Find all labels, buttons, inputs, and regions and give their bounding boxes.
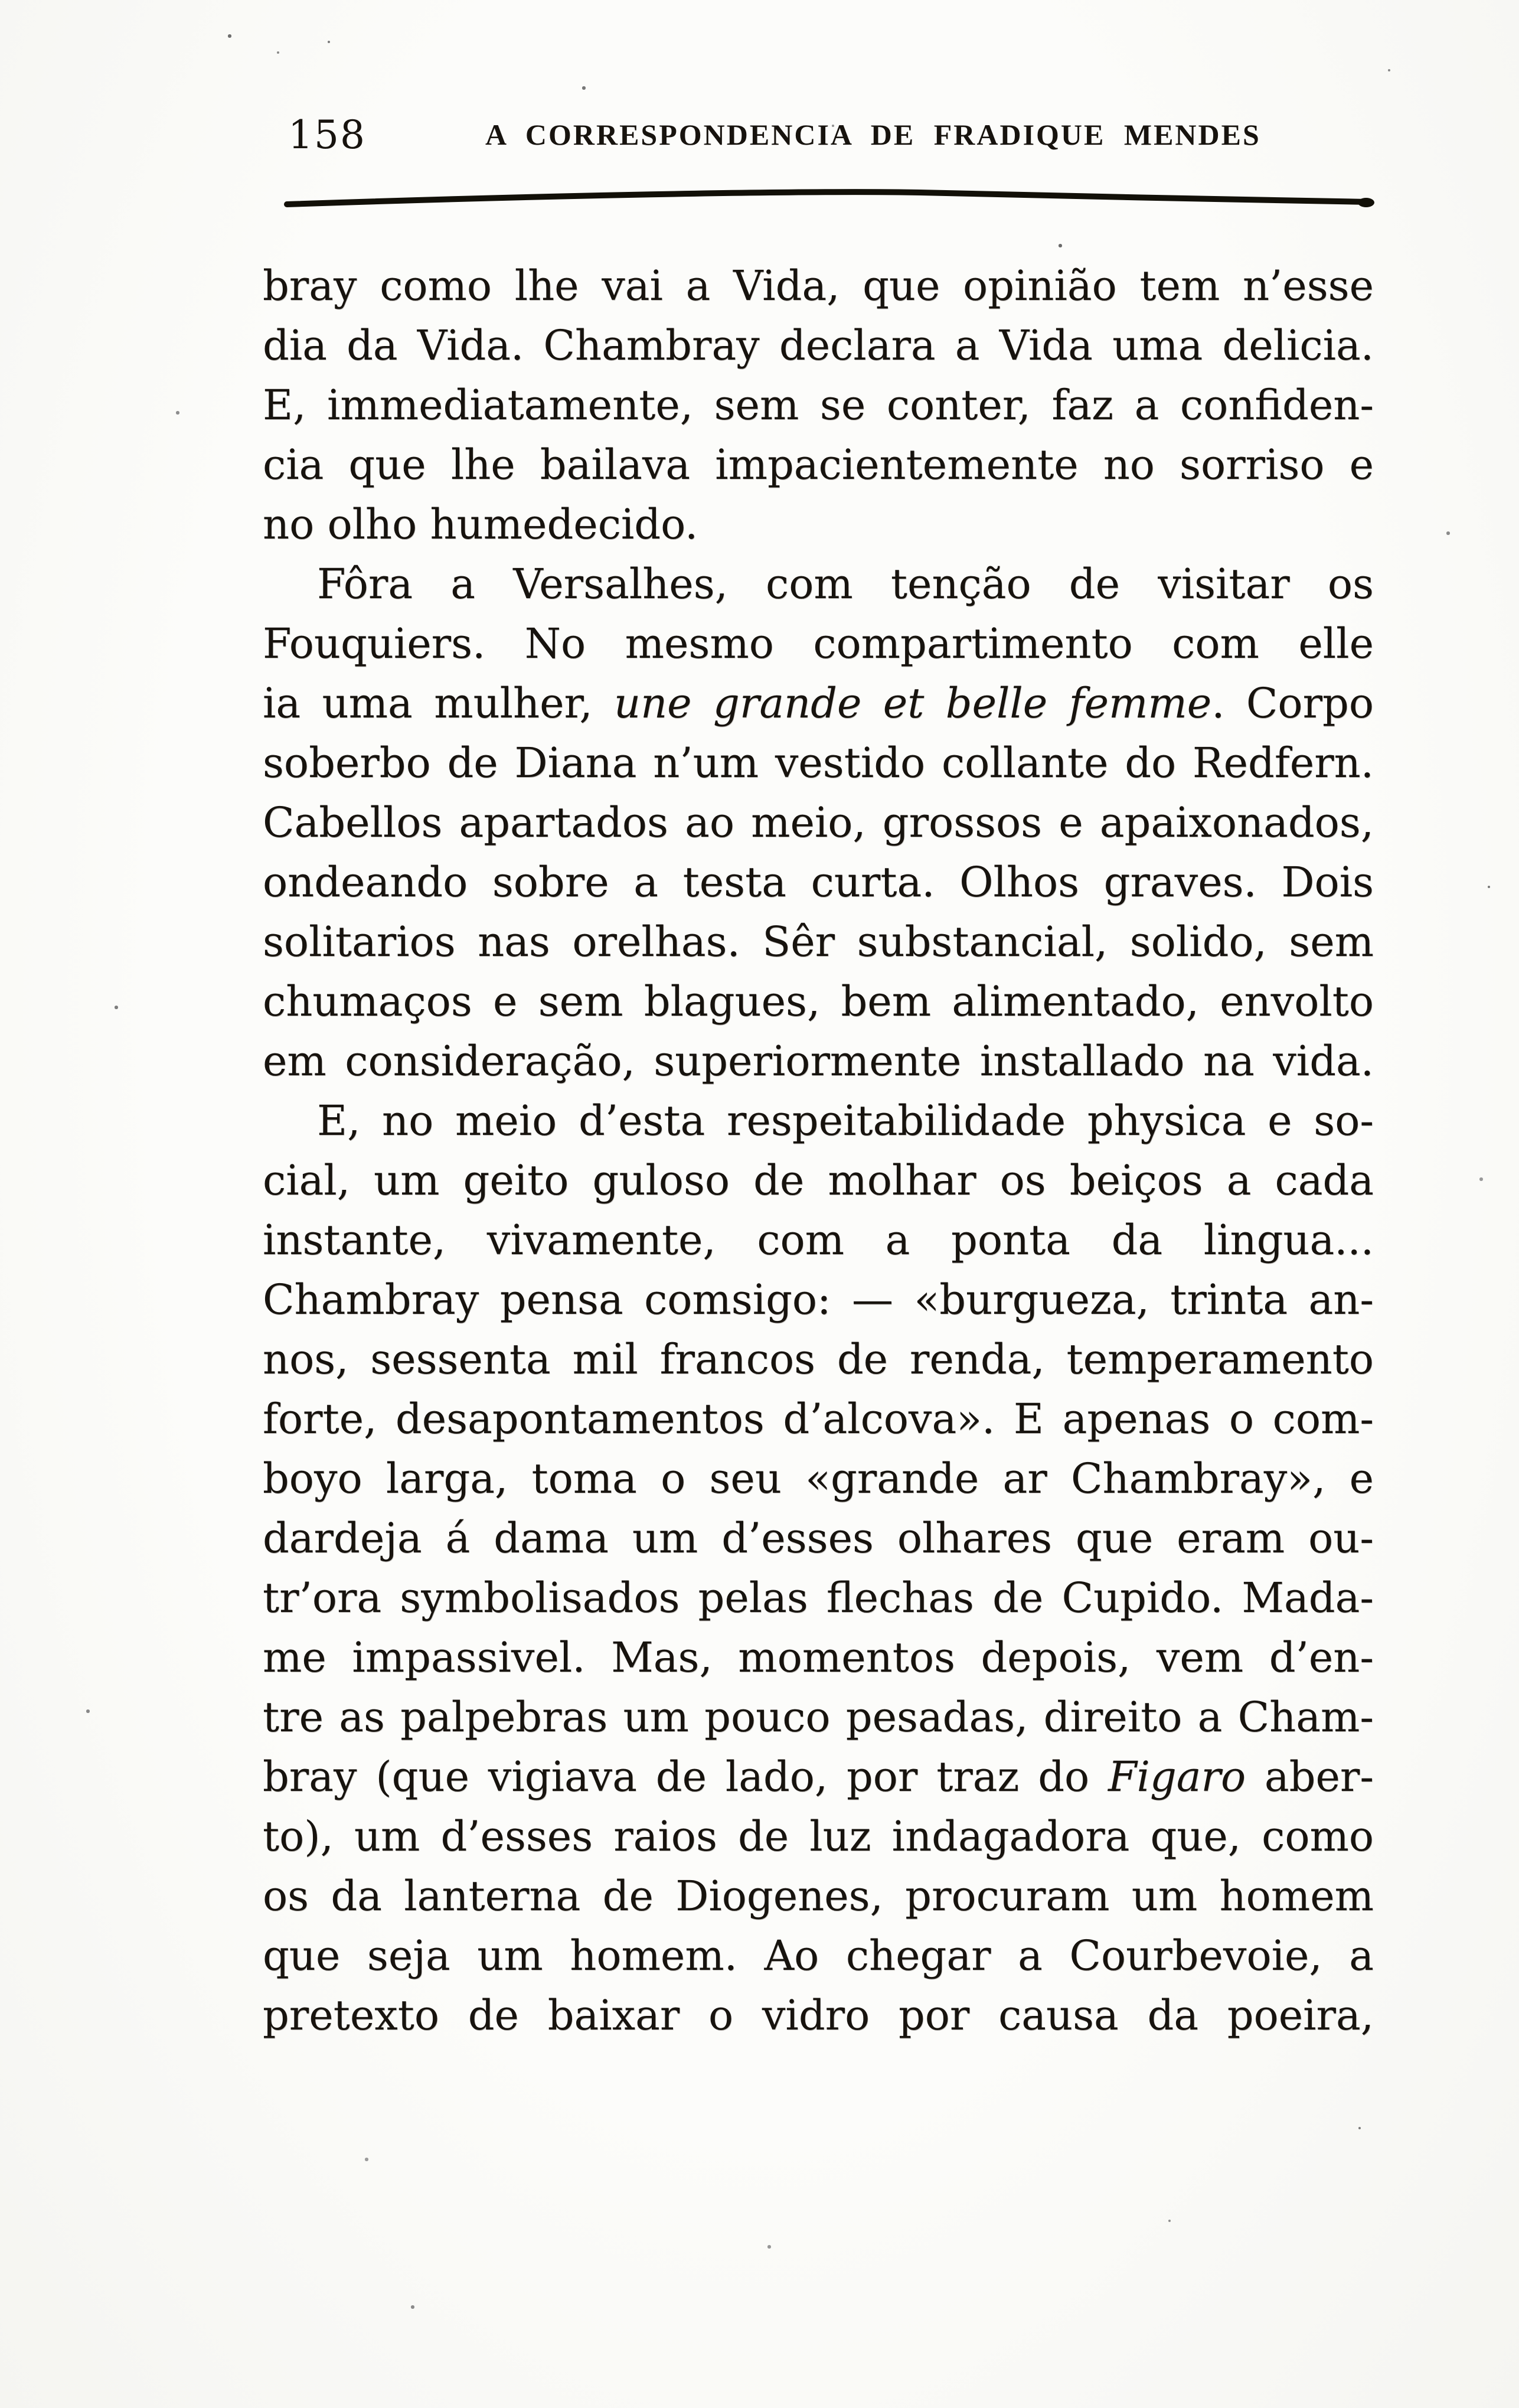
text-segment: ia uma mulher, — [263, 679, 615, 727]
text-line: soberbo de Diana n’um vestido collante do Redfern. — [263, 739, 1374, 787]
text-line: tre as palpebras um pouco pesadas, direito a Cham- — [263, 1693, 1374, 1741]
text-line — [263, 1747, 1374, 1807]
text-line: instante, vivamente, com a ponta da lingua... — [263, 1216, 1374, 1264]
text-line — [263, 674, 1374, 733]
text-line: em consideração, superiormente installado na vida. — [263, 1037, 1374, 1085]
text-line: Fouquiers. No mesmo compartimento com elle — [263, 619, 1374, 668]
paragraph-3 — [263, 1091, 1374, 2045]
text-line: solitarios nas orelhas. Sêr substancial, solido, sem — [263, 918, 1374, 966]
text-line: boyo larga, toma o seu «grande ar Chambray», e — [263, 1454, 1374, 1503]
text-line: bray como lhe vai a Vida, que opinião tem n’esse — [263, 262, 1374, 310]
running-title: A CORRESPONDENCIA DE FRADIQUE MENDES — [485, 118, 1261, 151]
text-line: ondeando sobre a testa curta. Olhos graves. Dois — [263, 858, 1374, 906]
text-line: os da lanterna de Diogenes, procuram um homem — [263, 1872, 1374, 1920]
text-segment: bray (que vigiava de lado, por traz do — [263, 1753, 1108, 1801]
page-number: 158 — [288, 112, 366, 158]
text-line: Cabellos apartados ao meio, grossos e apaixonados, — [263, 798, 1374, 847]
header-rule — [282, 188, 1380, 218]
text-line: pretexto de baixar o vidro por causa da poeira, — [263, 1991, 1374, 2040]
italic-title: Figaro — [1108, 1753, 1246, 1801]
text-line: cial, um geito guloso de molhar os beiços a cada — [263, 1156, 1374, 1205]
text-line: dia da Vida. Chambray declara a Vida uma delicia. — [263, 321, 1374, 370]
text-line: nos, sessenta mil francos de renda, temperamento — [263, 1335, 1374, 1384]
text-segment: aber- — [1246, 1753, 1374, 1801]
text-line: E, no meio d’esta respeitabilidade physica e so- — [317, 1097, 1374, 1145]
text-line: to), um d’esses raios de luz indagadora que, como — [263, 1812, 1374, 1861]
text-segment: . Corpo — [1211, 679, 1374, 727]
paragraph-1 — [263, 256, 1374, 554]
scan-speckles — [0, 0, 1, 1]
paragraph-2 — [263, 554, 1374, 1091]
text-line: Fôra a Versalhes, com tenção de visitar os — [317, 560, 1374, 608]
text-line: que seja um homem. Ao chegar a Courbevoie, a — [263, 1931, 1374, 1980]
page-text — [263, 256, 1374, 2045]
text-line: cia que lhe bailava impacientemente no sorriso e — [263, 441, 1374, 489]
text-line: Chambray pensa comsigo: — «burgueza, trinta an- — [263, 1275, 1374, 1324]
text-line: me impassivel. Mas, momentos depois, vem d’en- — [263, 1633, 1374, 1682]
text-line: dardeja á dama um d’esses olhares que eram ou- — [263, 1514, 1374, 1562]
text-line: E, immediatamente, sem se conter, faz a confiden- — [263, 381, 1374, 429]
text-line: forte, desapontamentos d’alcova». E apenas o com- — [263, 1395, 1374, 1443]
text-line: no olho humedecido. — [263, 500, 698, 549]
text-line: tr’ora symbolisados pelas flechas de Cupido. Mada- — [263, 1574, 1374, 1622]
text-line: chumaços e sem blagues, bem alimentado, envolto — [263, 977, 1374, 1026]
italic-phrase: une grande et belle femme — [614, 679, 1212, 727]
